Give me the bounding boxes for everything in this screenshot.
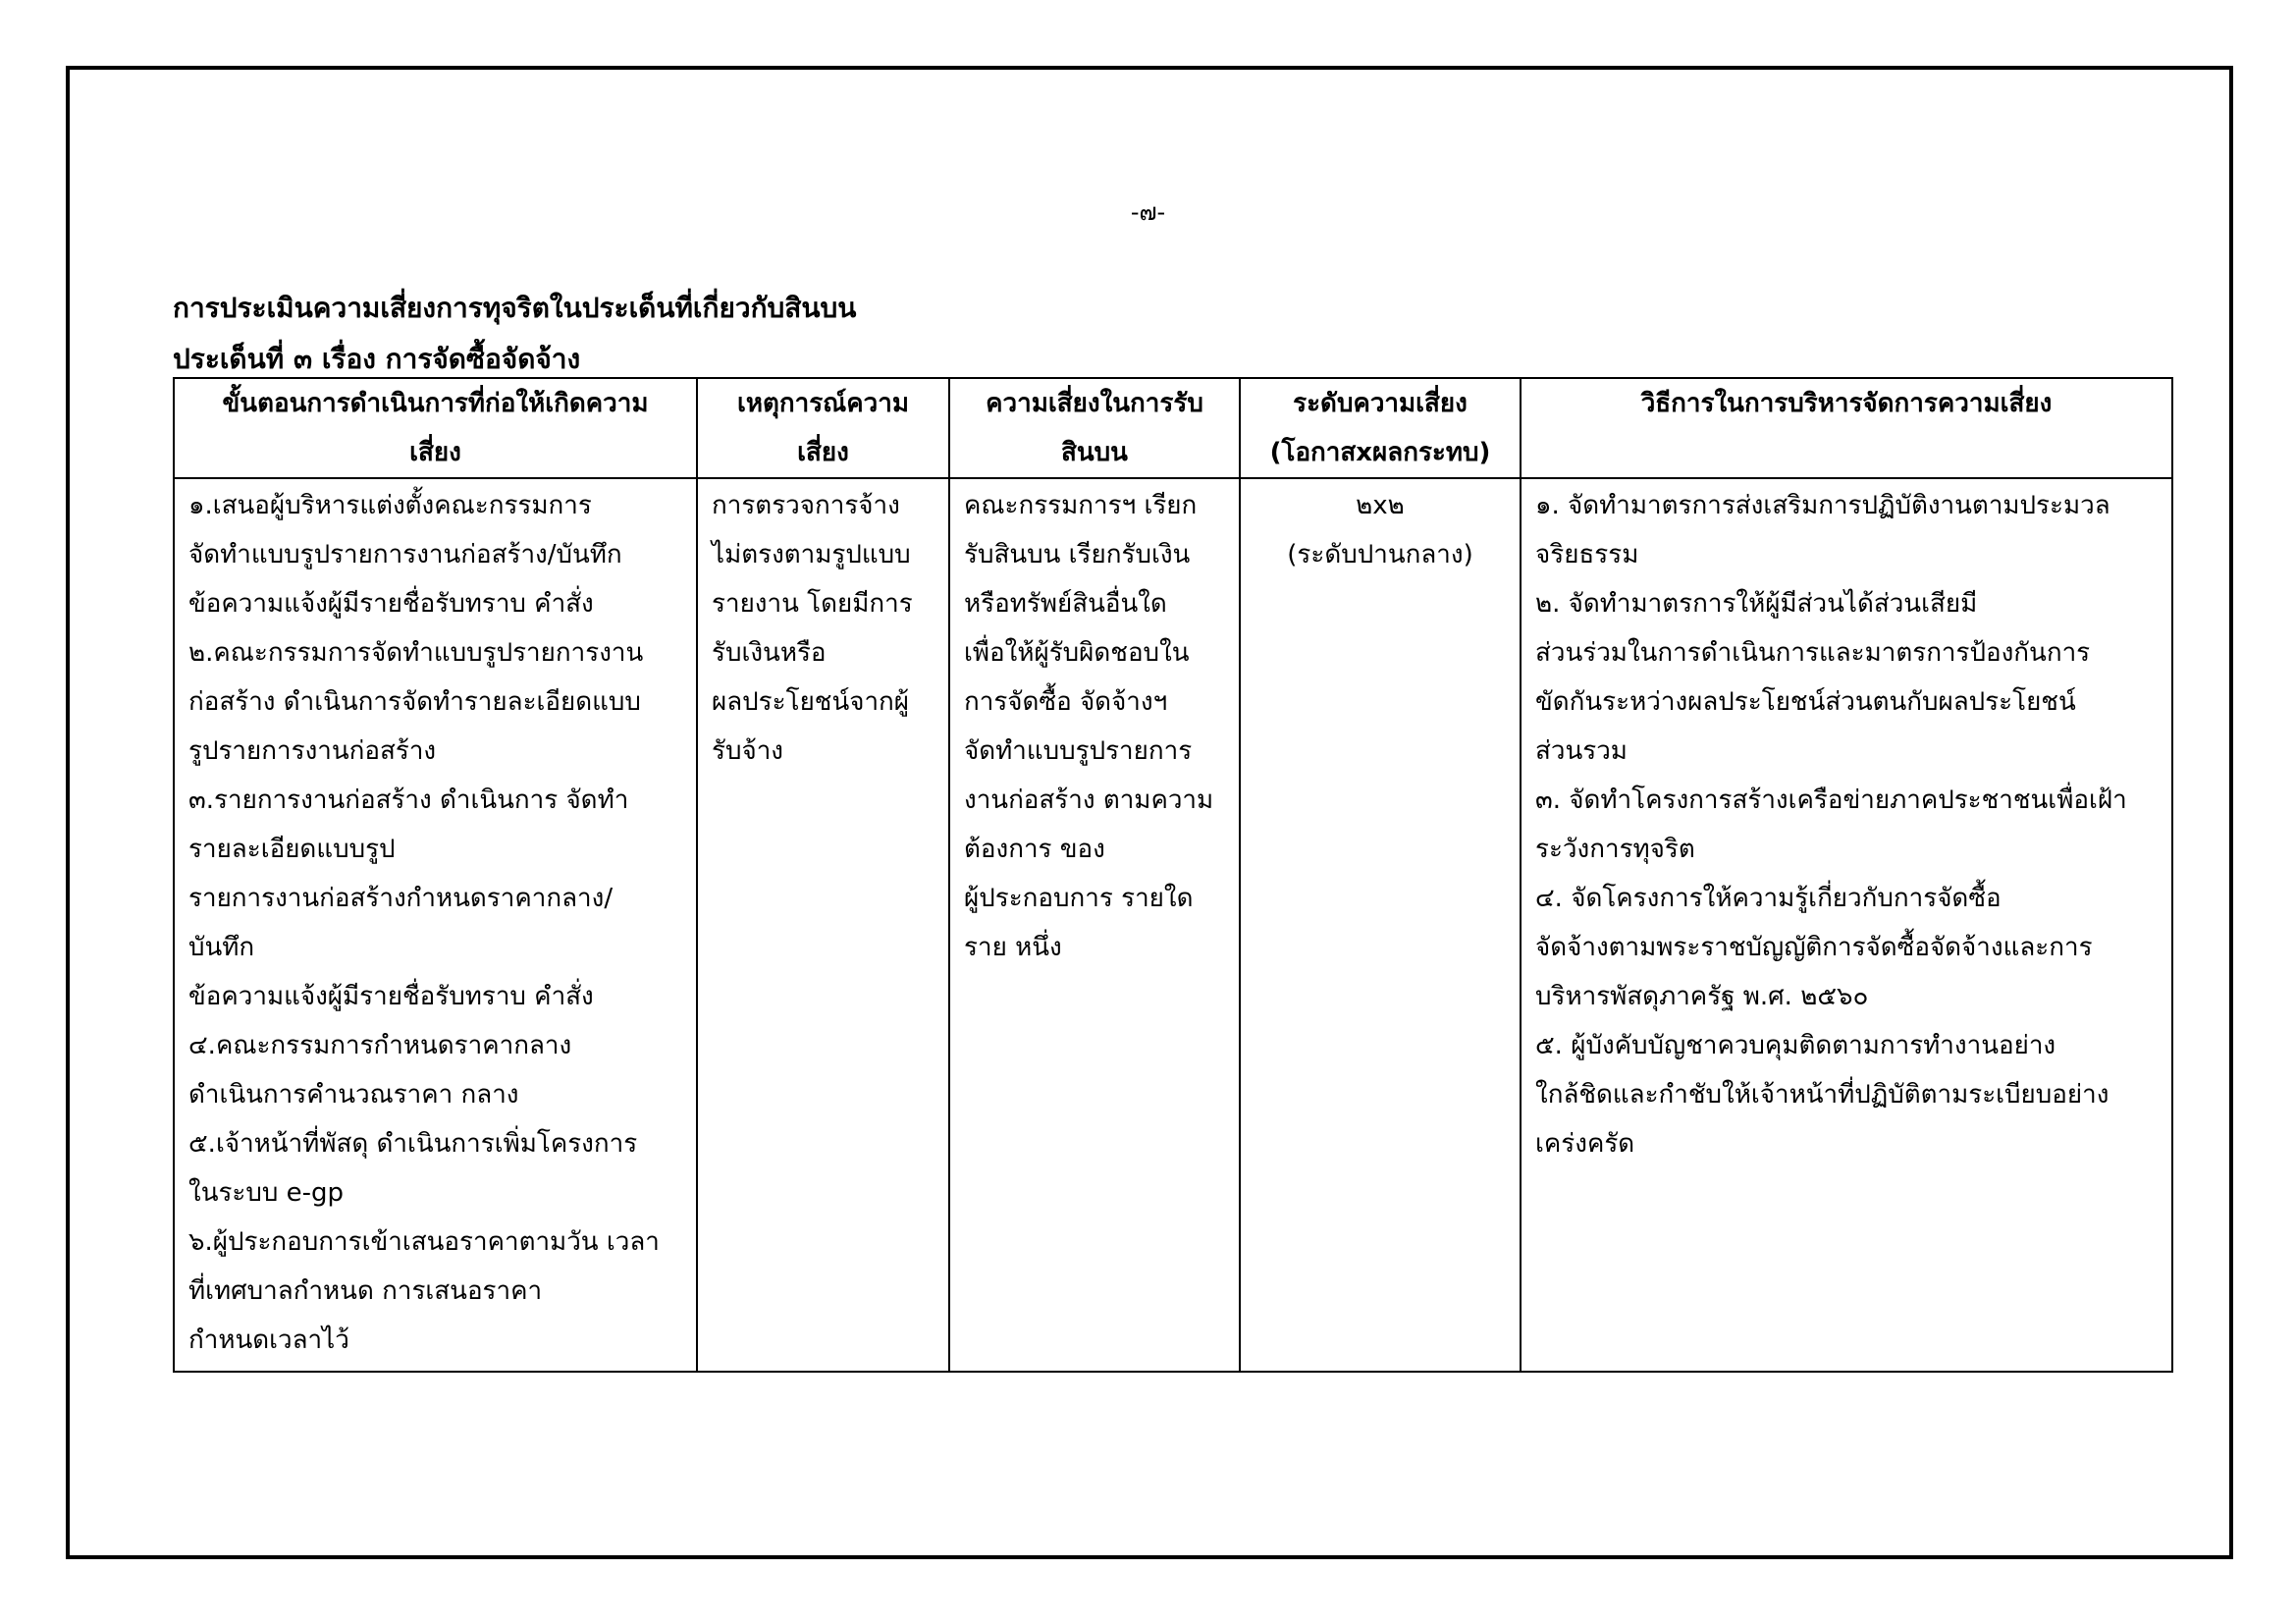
document-subtitle: ประเด็นที่ ๓ เรื่อง การจัดซื้อจัดจ้าง [173,343,581,375]
header-risk-management: วิธีการในการบริหารจัดการความเสี่ยง [1521,378,2172,478]
cell-risk-management: ๑. จัดทำมาตรการส่งเสริมการปฏิบัติงานตามประมวล จริยธรรม ๒. จัดทำมาตรการให้ผู้มีส่วนได้ส่วนเสียมี ส่วนร่วมในการดำเนินการและมาตรการป้องกันการ ขัดกันระหว่างผลประโยชน์ส่วนตนกับผลประโยชน์ ส่วนรวม ๓. จัดทำโครงการสร้างเครือข่ายภาคประชาชนเพื่อเฝ้า ระวังการทุจริต ๔. จัดโครงการให้ความรู้เกี่ยวกับการจัดซื้อ จัดจ้างตามพระราชบัญญัติการจัดซื้อจัดจ้างและการ บริหารพัสดุภาครัฐ พ.ศ. ๒๕๖๐ ๕. ผู้บังคับบัญชาควบคุมติดตามการทำงานอย่าง ใกล้ชิดและกำชับให้เจ้าหน้าที่ปฏิบัติตามระเบียบอย่าง เคร่งครัด [1521,478,2172,1372]
header-bribery-risk: ความเสี่ยงในการรับ สินบน [949,378,1240,478]
cell-risk-event: การตรวจการจ้าง ไม่ตรงตามรูปแบบ รายงาน โดยมีการ รับเงินหรือ ผลประโยชน์จากผู้ รับจ้าง [697,478,949,1372]
header-steps: ขั้นตอนการดำเนินการที่ก่อให้เกิดความ เสี่ยง [174,378,697,478]
document-title: การประเมินความเสี่ยงการทุจริตในประเด็นที่เกี่ยวกับสินบน [173,292,857,324]
cell-risk-level: ๒x๒ (ระดับปานกลาง) [1240,478,1521,1372]
cell-steps: ๑.เสนอผู้บริหารแต่งตั้งคณะกรรมการ จัดทำแบบรูปรายการงานก่อสร้าง/บันทึก ข้อความแจ้งผู้มีรายชื่อรับทราบ คำสั่ง ๒.คณะกรรมการจัดทำแบบรูปรายการงาน ก่อสร้าง ดำเนินการจัดทำรายละเอียดแบบ รูปรายการงานก่อสร้าง ๓.รายการงานก่อสร้าง ดำเนินการ จัดทำ รายละเอียดแบบรูป รายการงานก่อสร้างกำหนดราคากลาง/ บันทึก ข้อความแจ้งผู้มีรายชื่อรับทราบ คำสั่ง ๔.คณะกรรมการกำหนดราคากลาง ดำเนินการคำนวณราคา กลาง ๕.เจ้าหน้าที่พัสดุ ดำเนินการเพิ่มโครงการ ในระบบ e-gp ๖.ผู้ประกอบการเข้าเสนอราคาตามวัน เวลา ที่เทศบาลกำหนด การเสนอราคา กำหนดเวลาไว้ [174,478,697,1372]
table-header-row [174,378,2172,478]
header-risk-event: เหตุการณ์ความ เสี่ยง [697,378,949,478]
page-number: -๗- [1130,198,1166,226]
risk-assessment-table [173,377,2173,1373]
header-risk-level: ระดับความเสี่ยง (โอกาสxผลกระทบ) [1240,378,1521,478]
cell-bribery-risk: คณะกรรมการฯ เรียก รับสินบน เรียกรับเงิน หรือทรัพย์สินอื่นใด เพื่อให้ผู้รับผิดชอบใน การจัดซื้อ จัดจ้างฯ จัดทำแบบรูปรายการ งานก่อสร้าง ตามความ ต้องการ ของ ผู้ประกอบการ รายใด ราย หนึ่ง [949,478,1240,1372]
table-row [174,478,2172,1372]
